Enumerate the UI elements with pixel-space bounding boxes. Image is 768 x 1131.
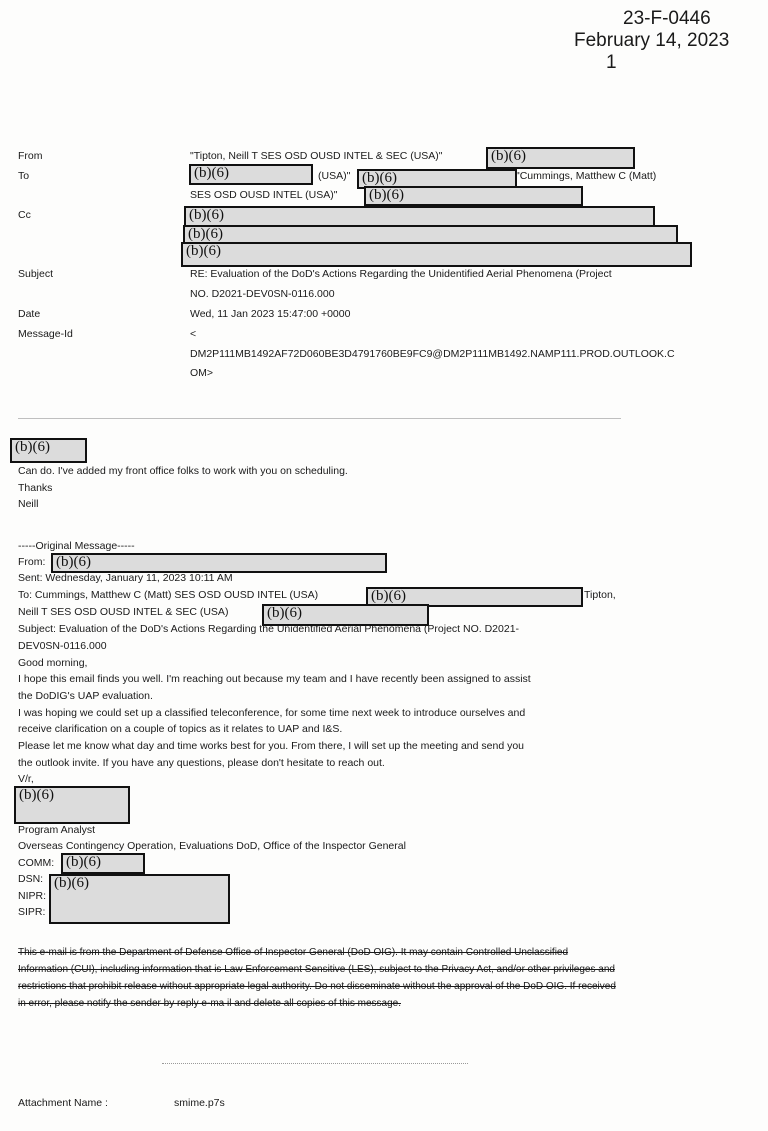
greeting: Good morning,: [18, 657, 88, 669]
redaction-box: (b)(6): [51, 553, 387, 573]
original-sent: Sent: Wednesday, January 11, 2023 10:11 AM: [18, 572, 233, 584]
divider-line: [18, 418, 621, 419]
original-message-divider: -----Original Message-----: [18, 540, 135, 552]
original-to-line1: To: Cummings, Matthew C (Matt) SES OSD OUSD INTEL (USA): [18, 589, 319, 601]
redaction-box: (b)(6): [262, 604, 429, 626]
to-value-part1: (USA)": [318, 170, 351, 182]
para1-line1: I hope this email finds you well. I'm reaching out because my team and I have recently been assigned to assist: [18, 673, 531, 685]
redaction-box: (b)(6): [486, 147, 635, 169]
from-label: From: [18, 150, 43, 162]
comm-label: COMM:: [18, 857, 55, 869]
subject-line1: RE: Evaluation of the DoD's Actions Regarding the Unidentified Aerial Phenomena (Project: [190, 268, 612, 280]
message-id-line3: OM>: [190, 367, 214, 379]
from-value: "Tipton, Neill T SES OSD OUSD INTEL & SEC (USA)": [190, 150, 443, 162]
to-label: To: [18, 170, 30, 182]
redaction-box: (b)(6): [189, 164, 313, 185]
message-id-line2: DM2P111MB1492AF72D060BE3D4791760BE9FC9@DM2P111MB1492.NAMP111.PROD.OUTLOOK.C: [190, 348, 675, 360]
case-number-text: 23-F-0446: [623, 8, 711, 29]
redaction-box: (b)(6): [49, 874, 230, 924]
dsn-label: DSN:: [18, 873, 44, 885]
disclaimer: This e-mail is from the Department of Defense Office of Inspector General (DoD OIG). It may contain Controlled Unclassified Information (CUI), including information that is Law Enforcement Sensitive (LES), subject to the Privacy Act, and/or other privileges and restrictions that prohibit release without appropriate legal authority. Do not disseminate without the approval of the DoD OIG. If received in error, please notify the sender by reply e-ma il and delete all copies of this message.: [18, 947, 616, 1009]
original-subject-line2: DEV0SN-0116.000: [18, 640, 107, 652]
original-to-line1-end: Tipton,: [584, 589, 616, 601]
date-label: Date: [18, 308, 41, 320]
subject-label: Subject: [18, 268, 54, 280]
signature-org: Overseas Contingency Operation, Evaluations DoD, Office of the Inspector General: [18, 840, 406, 852]
closing: V/r,: [18, 773, 34, 785]
to-value-part2: "Cummings, Matthew C (Matt): [516, 170, 657, 182]
para3-line2: the outlook invite. If you have any questions, please don't hesitate to reach out.: [18, 757, 385, 769]
message-id-line1: <: [190, 328, 197, 340]
para2-line2: receive clarification on a couple of topics as it relates to UAP and I&S.: [18, 723, 343, 735]
original-subject-line1: Subject: Evaluation of the DoD's Actions Regarding the Unidentified Aerial Phenomena (Project NO. D2021-: [18, 623, 520, 635]
redaction-box: (b)(6): [181, 242, 692, 267]
para1-line2: the DoDIG's UAP evaluation.: [18, 690, 153, 702]
subject-line2: NO. D2021-DEV0SN-0116.000: [190, 288, 335, 300]
redaction-box: (b)(6): [61, 853, 145, 874]
reply-line3: Neill: [18, 498, 39, 510]
redaction-box: (b)(6): [14, 786, 130, 824]
redaction-box: (b)(6): [364, 186, 583, 206]
para2-line1: I was hoping we could set up a classified teleconference, for some time next week to introduce ourselves and: [18, 707, 526, 719]
original-to-line2: Neill T SES OSD OUSD INTEL & SEC (USA): [18, 606, 229, 618]
dotted-separator: [162, 1063, 468, 1064]
attachment-label: Attachment Name :: [18, 1097, 108, 1109]
to-value-part3: SES OSD OUSD INTEL (USA)": [190, 189, 338, 201]
sipr-label: SIPR:: [18, 906, 46, 918]
para3-line1: Please let me know what day and time works best for you. From there, I will set up the meeting and send you: [18, 740, 524, 752]
message-id-label: Message-Id: [18, 328, 73, 340]
reply-line1: Can do. I've added my front office folks to work with you on scheduling.: [18, 465, 348, 477]
redaction-box: (b)(6): [183, 225, 678, 244]
cc-label: Cc: [18, 209, 31, 221]
redaction-box: (b)(6): [184, 206, 655, 227]
redaction-box: (b)(6): [357, 169, 517, 189]
date-value: Wed, 11 Jan 2023 15:47:00 +0000: [190, 308, 351, 320]
release-date: February 14, 2023: [574, 30, 730, 51]
original-from-label: From:: [18, 556, 46, 568]
attachment-name: smime.p7s: [174, 1097, 225, 1109]
redaction-box: (b)(6): [10, 438, 87, 463]
signature-title: Program Analyst: [18, 824, 96, 836]
nipr-label: NIPR:: [18, 890, 47, 902]
reply-line2: Thanks: [18, 482, 53, 494]
page-number: 1: [606, 52, 617, 73]
redaction-box: (b)(6): [366, 587, 583, 607]
